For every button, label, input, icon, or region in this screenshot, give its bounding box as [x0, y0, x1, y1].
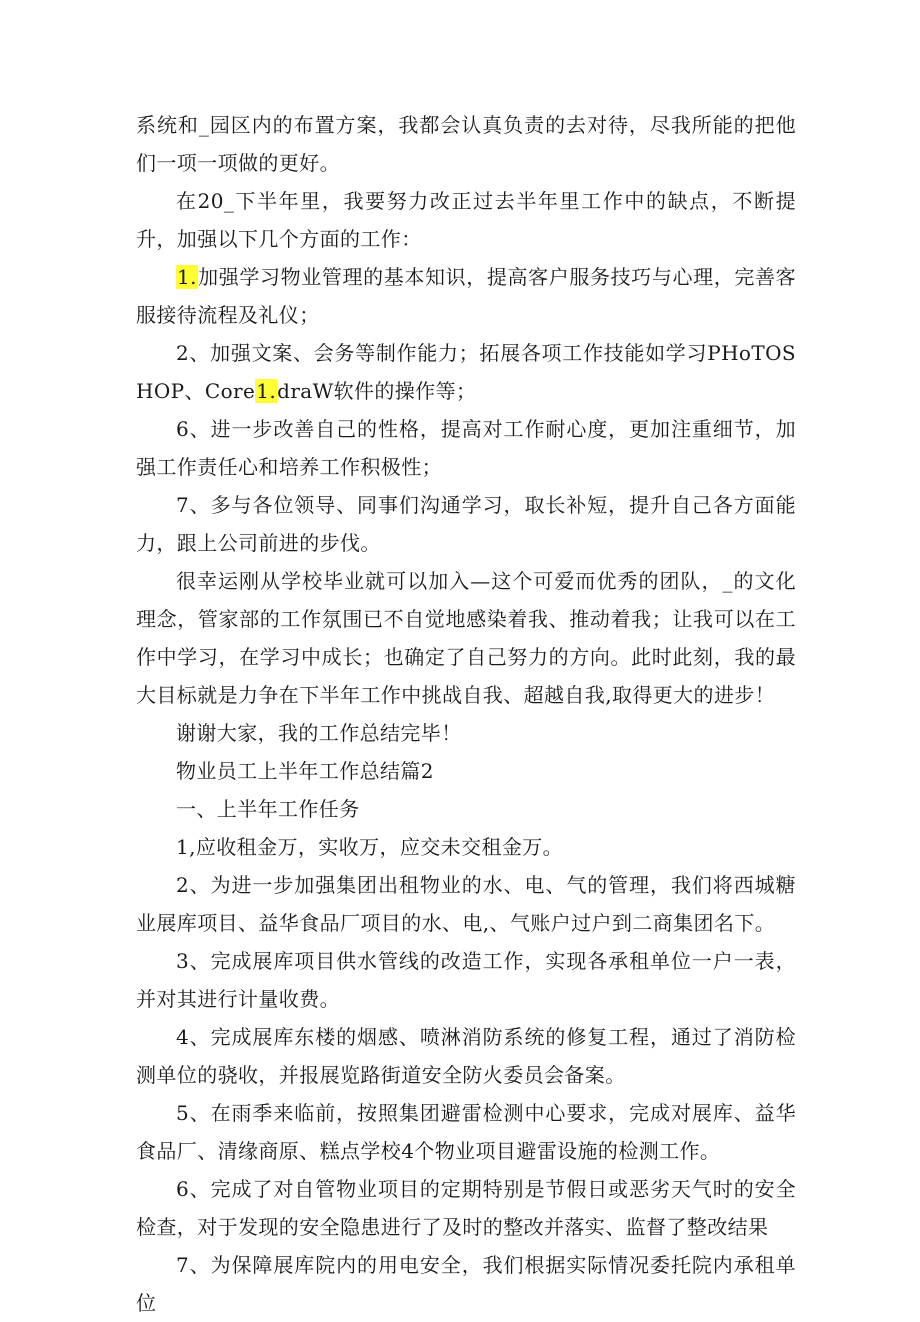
task-item-3: 3、完成展库项目供水管线的改造工作，实现各承租单位一户一表，并对其进行计量收费。 — [136, 949, 796, 1011]
task-item-4: 4、完成展库东楼的烟感、喷淋消防系统的修复工程，通过了消防检测单位的骁收，并报展览路街道安全防火委员会备案。 — [136, 1025, 796, 1087]
paragraph-1: 系统和_园区内的布置方案，我都会认真负责的去对待，尽我所能的把他们一项一项做的更好。 — [136, 113, 796, 175]
paragraph-7: 很幸运刚从学校毕业就可以加入—这个可爱而优秀的团队，_的文化理念，管家部的工作氛围已不自觉地感染着我、推动着我；让我可以在工作中学习，在学习中成长；也确定了自己努力的方向。此时此刻，我的最大目标就是力争在下半年工作中挑战自我、超越自我,取得更大的进步！ — [136, 569, 796, 707]
paragraph-5: 6、进一步改善自己的性格，提高对工作耐心度，更加注重细节，加强工作责任心和培养工作积极性； — [136, 417, 796, 479]
section-heading: 物业员工上半年工作总结篇2 — [176, 759, 434, 783]
paragraph-2: 在20_下半年里，我要努力改正过去半年里工作中的缺点，不断提升，加强以下几个方面的工作： — [136, 189, 796, 251]
paragraph-4-text: draW软件的操作等； — [277, 379, 477, 403]
paragraph-6: 7、多与各位领导、同事们沟通学习，取长补短，提升自己各方面能力，跟上公司前进的步伐。 — [136, 493, 796, 555]
paragraph-4 — [136, 334, 796, 410]
document-body — [136, 106, 796, 1322]
highlighted-list-marker: 1. — [177, 265, 197, 289]
highlighted-list-marker: 1. — [256, 379, 277, 403]
paragraph-4-pre: 2、加强文案、会务等制作能力；拓展各项工作技能如学习PHoTOSHOP、Core — [136, 341, 796, 403]
task-item-2: 2、为进一步加强集团出租物业的水、电、气的管理，我们将西城糖业展库项目、益华食品厂项目的水、电,、气账户过户到二商集团名下。 — [136, 873, 796, 935]
task-item-5: 5、在雨季来临前，按照集团避雷检测中心要求，完成对展库、益华食品厂、清缘商原、糕点学校4个物业项目避雷设施的检测工作。 — [136, 1101, 796, 1163]
subsection-heading: 一、上半年工作任务 — [176, 797, 360, 821]
task-item-7: 7、为保障展库院内的用电安全，我们根据实际情况委托院内承租单位 — [136, 1253, 796, 1315]
task-item-1: 1,应收租金万，实收万，应交未交租金万。 — [176, 835, 564, 859]
paragraph-3 — [136, 258, 796, 334]
task-item-6: 6、完成了对自管物业项目的定期特别是节假日或恶劣天气时的安全检查，对于发现的安全隐患进行了及时的整改并落实、监督了整改结果 — [136, 1177, 796, 1239]
paragraph-8: 谢谢大家，我的工作总结完毕！ — [176, 721, 462, 745]
paragraph-3-text: 加强学习物业管理的基本知识，提高客户服务技巧与心理，完善客服接待流程及礼仪； — [136, 265, 796, 327]
